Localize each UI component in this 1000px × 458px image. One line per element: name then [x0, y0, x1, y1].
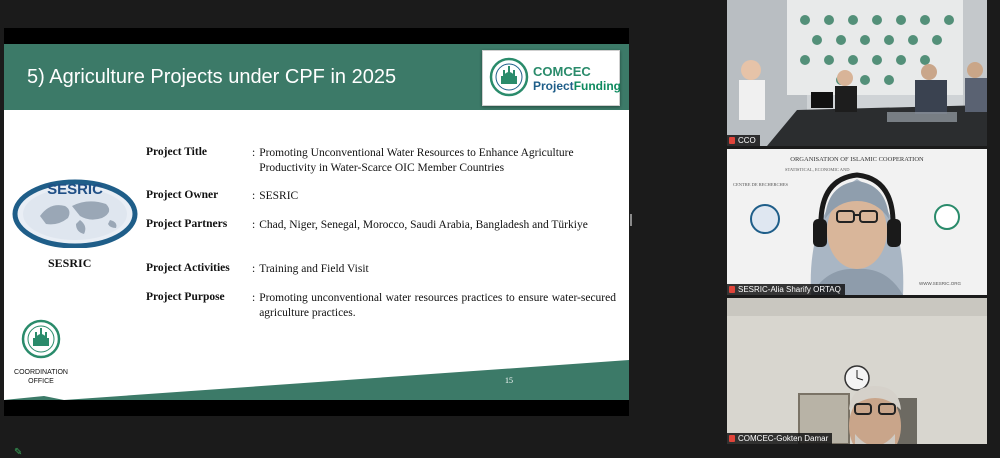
slide-footer-band	[4, 358, 629, 400]
slide-title: 5) Agriculture Projects under CPF in 2025	[27, 66, 397, 88]
row-project-owner	[146, 189, 616, 204]
participant-video	[727, 149, 987, 295]
row-project-partners	[146, 218, 616, 233]
participant-name: SESRIC-Alia Sharify ORTAQ	[738, 285, 841, 294]
row-colon: :	[252, 292, 256, 304]
row-value-wrap	[252, 189, 616, 204]
banner-site: WWW.SESRIC.ORG	[919, 281, 961, 286]
participant-name-tag	[727, 135, 760, 146]
row-colon: :	[252, 219, 256, 231]
annotate-pen-icon[interactable]: ✎	[14, 447, 23, 458]
row-value: Promoting unconventional water resources practices to ensure water-secured agriculture practices.	[259, 292, 616, 319]
row-value: Chad, Niger, Senegal, Morocco, Saudi Arabia, Bangladesh and Türkiye	[259, 219, 588, 231]
sesric-logo-text: SESRIC	[47, 181, 103, 198]
sesric-caption: SESRIC	[48, 256, 92, 270]
row-value: SESRIC	[259, 190, 299, 202]
row-value: Promoting Unconventional Water Resources to Enhance Agriculture Productivity in Water-Scarce OIC Member Countries	[259, 147, 574, 174]
banner-line-3: CENTRE DE RECHERCHES	[733, 182, 789, 187]
row-label: Project Partners	[146, 218, 228, 230]
banner-line-1: ORGANISATION OF ISLAMIC COOPERATION	[790, 156, 924, 163]
row-label: Project Title	[146, 146, 207, 158]
participant-name-tag	[727, 433, 832, 444]
presentation-slide	[4, 28, 629, 416]
participant-video-tile[interactable]	[727, 149, 987, 295]
row-value: Training and Field Visit	[259, 263, 369, 275]
row-value-wrap	[252, 291, 616, 321]
coordination-office-emblem-icon	[21, 318, 61, 360]
participant-name-tag	[727, 284, 845, 295]
row-project-activities	[146, 262, 616, 277]
logo-project-text: Project	[533, 79, 574, 93]
mic-muted-icon	[729, 286, 735, 293]
row-value-wrap	[252, 218, 616, 233]
participant-name: COMCEC-Gokten Damar	[738, 434, 829, 443]
participant-video-tile[interactable]	[727, 298, 987, 444]
row-value-wrap	[252, 262, 616, 277]
logo-line-2	[533, 79, 621, 93]
right-margin	[987, 0, 1000, 456]
row-label: Project Purpose	[146, 291, 225, 303]
row-project-title	[146, 146, 616, 176]
logo-line-1: COMCEC	[533, 64, 591, 79]
letterbox-top	[4, 28, 629, 44]
row-label: Project Activities	[146, 262, 230, 274]
row-value-wrap	[252, 146, 616, 176]
comcec-project-funding-logo	[482, 50, 620, 106]
slide-page-number: 15	[505, 376, 513, 385]
conference-room-video	[727, 0, 987, 146]
row-colon: :	[252, 190, 256, 202]
resize-handle[interactable]	[630, 214, 632, 226]
row-colon: :	[252, 263, 256, 275]
row-label: Project Owner	[146, 189, 219, 201]
mic-muted-icon	[729, 137, 735, 144]
participant-video	[727, 298, 987, 444]
banner-line-2: STATISTICAL, ECONOMIC AND	[785, 167, 850, 172]
row-project-purpose	[146, 291, 616, 321]
participant-video-tile[interactable]	[727, 0, 987, 146]
participant-name: CCO	[738, 136, 756, 145]
mic-muted-icon	[729, 435, 735, 442]
sesric-logo	[10, 176, 140, 248]
logo-funding-text: Funding	[573, 79, 622, 93]
slide-header	[4, 44, 629, 110]
comcec-emblem-icon	[489, 56, 529, 98]
coordination-office-label: COORDINATION OFFICE	[14, 369, 68, 385]
row-colon: :	[252, 147, 256, 159]
letterbox-bottom	[4, 400, 629, 416]
